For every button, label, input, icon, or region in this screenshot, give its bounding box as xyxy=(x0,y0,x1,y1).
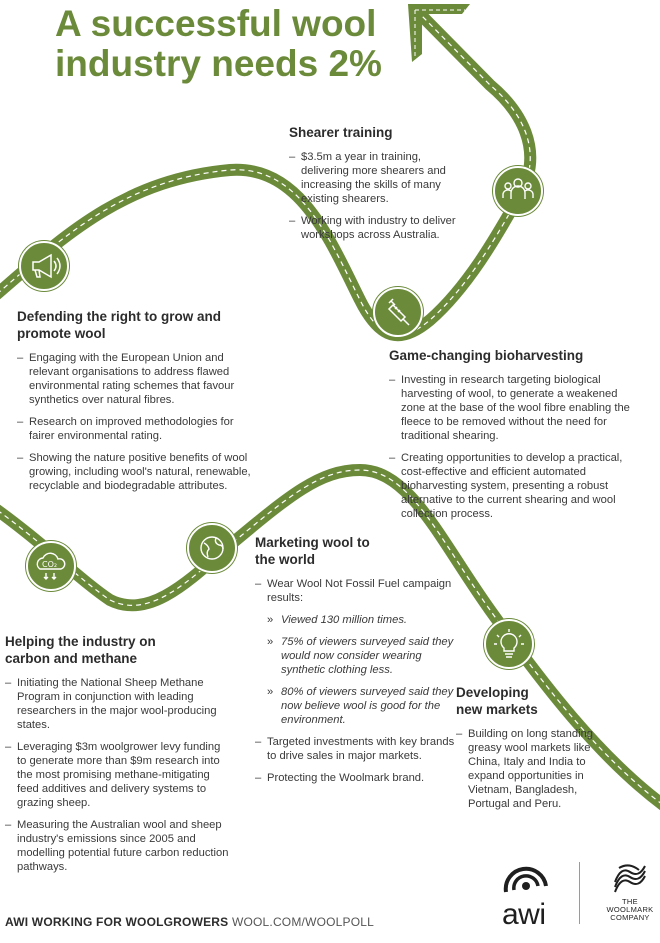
section-heading: Shearer training xyxy=(289,125,393,140)
megaphone-icon xyxy=(19,241,69,291)
section-bioharvesting xyxy=(389,347,643,529)
result-item: » 75% of viewers surveyed said they would now consider wearing synthetic clothing less. xyxy=(267,635,455,677)
list-item: – Showing the nature positive benefits of wool growing, including wool's natural, renewable, recyclable and biodegradable attributes. xyxy=(17,451,262,493)
woolmark-logo xyxy=(602,860,658,934)
section-marketing xyxy=(255,534,455,793)
awi-swirl-icon xyxy=(498,860,554,900)
list-item: – Investing in research targeting biological harvesting of wool, to generate a weakened zone at the base of the wool fibre enabling the fleece to be removed without the need for traditional shearing. xyxy=(389,373,643,443)
woolmark-icon xyxy=(611,860,649,898)
page-title: A successful wool industry needs 2% xyxy=(55,3,382,84)
syringe-icon xyxy=(373,287,423,337)
awi-wordmark: awi xyxy=(502,898,546,931)
list-item: – Leveraging $3m woolgrower levy funding to generate more than $9m research into the most promising methane-mitigating feed additives and delivery systems to grazing sheep. xyxy=(5,740,231,810)
section-heading: Game-changing bioharvesting xyxy=(389,348,584,363)
section-heading: Marketing wool to the world xyxy=(255,535,370,567)
globe-icon xyxy=(187,523,237,573)
woolmark-text: THE WOOLMARK COMPANY xyxy=(606,897,654,922)
section-carbon xyxy=(5,633,231,882)
svg-text:CO₂: CO₂ xyxy=(42,560,58,569)
footer-org: AWI WORKING FOR WOOLGROWERS xyxy=(5,915,229,929)
list-item xyxy=(255,577,455,727)
section-heading: Helping the industry on carbon and methane xyxy=(5,634,156,666)
campaign-results-list xyxy=(267,613,455,727)
section-new-markets xyxy=(456,684,616,819)
footer xyxy=(5,914,374,930)
section-shearer-training xyxy=(289,124,469,250)
list-item: – Protecting the Woolmark brand. xyxy=(255,771,455,785)
list-item: – Working with industry to deliver workshops across Australia. xyxy=(289,214,469,242)
list-item: – Measuring the Australian wool and sheep industry's emissions since 2005 and modelling potential future carbon reduction pathways. xyxy=(5,818,231,874)
section-defending xyxy=(17,308,262,501)
list-item: – Engaging with the European Union and relevant organisations to address flawed environmental rating schemes that favour synthetics over natural fibres. xyxy=(17,351,262,407)
people-icon xyxy=(493,166,543,216)
list-item: – Initiating the National Sheep Methane Program in conjunction with leading researchers in the major wool-producing states. xyxy=(5,676,231,732)
list-item: – Targeted investments with key brands to drive sales in major markets. xyxy=(255,735,455,763)
footer-divider xyxy=(579,862,580,924)
list-item: – Building on long standing greasy wool markets like China, Italy and India to expand opportunities in Vietnam, Bangladesh, Portugal and Peru. xyxy=(456,727,616,811)
result-item: » 80% of viewers surveyed said they now believe wool is good for the environment. xyxy=(267,685,455,727)
section-heading: Defending the right to grow and promote wool xyxy=(17,309,221,341)
list-item: – Creating opportunities to develop a practical, cost-effective and efficient automated bioharvesting system, presenting a robust alternative to the current shearing and wool collection process. xyxy=(389,451,643,521)
awi-logo xyxy=(498,860,554,934)
list-item: – Research on improved methodologies for fairer environmental rating. xyxy=(17,415,262,443)
footer-url[interactable]: WOOL.COM/WOOLPOLL xyxy=(231,915,375,929)
result-item: » Viewed 130 million times. xyxy=(267,613,455,627)
list-item: – $3.5m a year in training, delivering more shearers and increasing the skills of many existing shearers. xyxy=(289,150,469,206)
co2-cloud-icon xyxy=(26,541,76,591)
section-heading: Developing new markets xyxy=(456,685,538,717)
list-item-text: Wear Wool Not Fossil Fuel campaign results: xyxy=(267,578,452,604)
lightbulb-icon xyxy=(484,619,534,669)
